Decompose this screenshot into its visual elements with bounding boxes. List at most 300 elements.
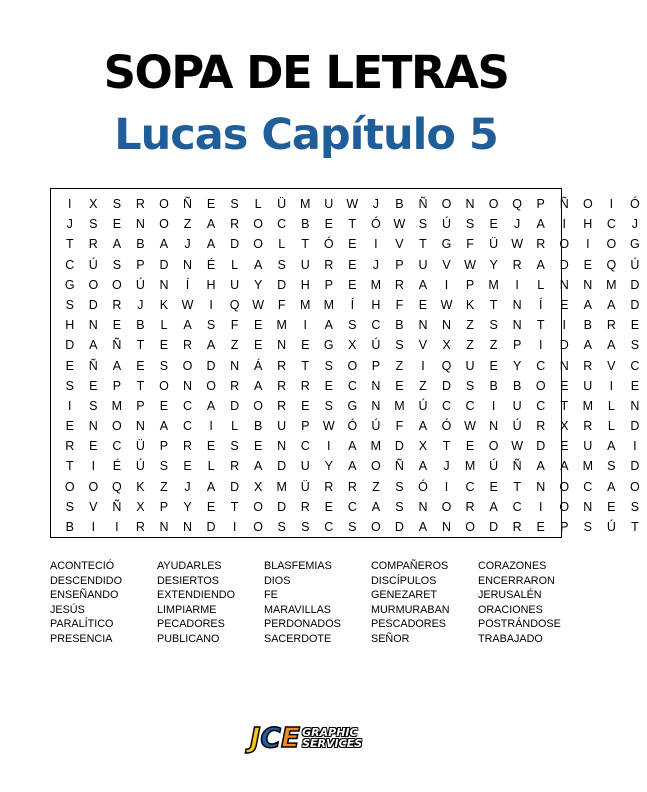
grid-cell: D xyxy=(88,297,98,312)
grid-cell: I xyxy=(444,277,449,292)
grid-cell: U xyxy=(583,378,593,393)
grid-cell: A xyxy=(89,338,98,353)
grid-cell: C xyxy=(300,439,310,454)
grid-cell: P xyxy=(159,439,169,454)
grid-cell: D xyxy=(277,459,287,474)
grid-cell: S xyxy=(65,378,74,393)
grid-cell: C xyxy=(630,358,640,373)
grid-cell: J xyxy=(66,217,73,232)
grid-cell: Í xyxy=(185,277,190,292)
grid-cell: Ñ xyxy=(182,197,193,211)
grid-cell: V xyxy=(418,338,428,353)
grid-cell: E xyxy=(253,318,263,333)
grid-cell: S xyxy=(159,358,169,373)
grid-cell: O xyxy=(88,479,99,494)
logo-text xyxy=(302,727,362,749)
grid-cell: I xyxy=(444,479,449,494)
grid-cell: Ú xyxy=(88,257,98,272)
grid-cell: S xyxy=(206,318,216,333)
grid-cell: V xyxy=(395,237,404,252)
grid-cell: N xyxy=(559,277,569,292)
grid-cell: A xyxy=(418,419,428,434)
grid-cell: I xyxy=(327,439,331,454)
grid-cell: N xyxy=(230,358,240,373)
grid-cell: I xyxy=(421,358,425,373)
grid-cell: G xyxy=(441,237,452,252)
grid-cell: D xyxy=(65,338,75,353)
grid-cell: U xyxy=(324,197,334,211)
grid-cell: A xyxy=(206,398,216,413)
word-list-item: MURMURABAN xyxy=(371,603,450,616)
grid-cell: E xyxy=(630,318,640,333)
grid-cell: R xyxy=(583,358,593,373)
grid-row xyxy=(58,497,647,517)
grid-cell: O xyxy=(159,217,169,232)
grid-cell: C xyxy=(465,398,475,413)
grid-cell: W xyxy=(464,419,476,434)
word-list-item: SACERDOTE xyxy=(264,632,332,645)
grid-cell: E xyxy=(348,237,357,252)
word-list-item: COMPAÑEROS xyxy=(371,560,449,572)
grid-cell: I xyxy=(538,338,543,353)
grid-cell: F xyxy=(466,237,474,252)
grid-cell: C xyxy=(536,398,546,413)
grid-cell: U xyxy=(230,277,240,292)
grid-cell: S xyxy=(277,520,286,534)
word-list-item: ENCERRARON xyxy=(478,574,555,587)
grid-cell: H xyxy=(583,217,593,232)
grid-cell: O xyxy=(347,358,358,373)
grid-cell: E xyxy=(607,499,616,514)
grid-cell: W xyxy=(440,297,453,312)
grid-cell: C xyxy=(465,479,475,494)
grid-cell: M xyxy=(370,439,382,454)
grid-cell: X xyxy=(348,338,357,353)
grid-cell: Ó xyxy=(630,197,640,211)
logo-text-line-2: SERVICES xyxy=(302,737,363,750)
grid-cell: Ó xyxy=(441,419,452,434)
grid-cell: I xyxy=(303,318,307,333)
word-list-item: PECADORES xyxy=(157,618,225,631)
grid-cell: S xyxy=(395,338,404,353)
grid-cell: H xyxy=(371,297,381,312)
grid-cell: E xyxy=(301,398,310,413)
grid-cell: P xyxy=(136,398,145,413)
grid-cell: E xyxy=(253,338,263,353)
grid-cell: O xyxy=(112,419,122,434)
grid-cell: E xyxy=(465,439,475,454)
grid-cell: R xyxy=(230,459,240,474)
word-list-item: PUBLICANO xyxy=(157,632,220,645)
grid-cell: O xyxy=(159,378,169,393)
grid-cell: S xyxy=(348,318,357,333)
word-list-item: ENSEÑANDO xyxy=(50,589,119,602)
word-list-item: MARAVILLAS xyxy=(264,603,332,616)
grid-cell: R xyxy=(277,378,287,393)
grid-cell: M xyxy=(582,459,594,474)
grid-cell: C xyxy=(277,217,287,232)
grid-cell: E xyxy=(489,358,498,373)
grid-cell: R xyxy=(65,439,75,454)
grid-cell: L xyxy=(207,459,215,474)
grid-cell: D xyxy=(630,297,640,312)
grid-cell: I xyxy=(633,439,637,454)
grid-cell: S xyxy=(465,217,475,232)
grid-cell: X xyxy=(442,338,451,353)
grid-cell: B xyxy=(583,318,592,333)
grid-cell: E xyxy=(324,217,333,232)
grid-cell: R xyxy=(277,398,287,413)
grid-cell: O xyxy=(64,479,75,494)
grid-cell: T xyxy=(136,338,145,353)
grid-cell: P xyxy=(395,257,404,272)
grid-cell: S xyxy=(395,479,404,494)
grid-cell: N xyxy=(418,318,428,333)
grid-cell: T xyxy=(230,499,239,514)
grid-cell: A xyxy=(371,499,381,514)
grid-cell: Ü xyxy=(489,237,499,252)
grid-cell: O xyxy=(88,277,99,292)
grid-cell: O xyxy=(488,197,499,211)
grid-cell: O xyxy=(559,479,570,494)
grid-cell: S xyxy=(465,378,475,393)
grid-cell: N xyxy=(135,419,145,434)
grid-cell: V xyxy=(607,358,616,373)
grid-cell: F xyxy=(230,318,239,333)
grid-cell: D xyxy=(394,439,404,454)
grid-cell: A xyxy=(607,297,616,312)
grid-cell: R xyxy=(394,277,404,292)
grid-cell: A xyxy=(348,459,357,474)
grid-cell: V xyxy=(442,257,451,272)
grid-cell: Q xyxy=(441,358,452,373)
grid-cell: R xyxy=(300,378,310,393)
grid-cell: N xyxy=(418,499,428,514)
grid-cell: O xyxy=(253,520,264,534)
grid-cell: W xyxy=(181,297,194,312)
grid-cell: C xyxy=(112,439,122,454)
grid-cell: A xyxy=(253,459,263,474)
grid-cell: T xyxy=(65,459,74,474)
grid-cell: A xyxy=(324,318,333,333)
grid-cell: O xyxy=(559,499,570,514)
grid-cell: G xyxy=(630,237,640,252)
grid-cell: K xyxy=(465,297,475,312)
grid-cell: O xyxy=(182,358,193,373)
word-list-item: JERUSALÉN xyxy=(478,589,542,602)
grid-cell: B xyxy=(136,237,145,252)
word-list-item: DESIERTOS xyxy=(157,574,220,587)
grid-cell: E xyxy=(112,318,122,333)
grid-cell: M xyxy=(606,277,617,292)
grid-cell: U xyxy=(300,257,310,272)
jce-logo-mark xyxy=(250,723,300,753)
grid-cell: R xyxy=(512,257,522,272)
grid-cell: N xyxy=(159,520,169,534)
grid-row xyxy=(58,396,647,416)
word-list-item: ORACIONES xyxy=(478,603,543,616)
grid-cell: J xyxy=(443,459,450,474)
grid-cell: S xyxy=(301,520,310,534)
word-search-grid xyxy=(50,188,640,538)
grid-cell: Ü xyxy=(300,479,310,494)
grid-cell: Y xyxy=(489,257,498,272)
grid-row xyxy=(58,214,647,234)
grid-cell: Ü xyxy=(135,439,145,454)
grid-cell: I xyxy=(91,520,96,534)
grid-cell: E xyxy=(560,439,569,454)
grid-cell: V xyxy=(89,499,98,514)
grid-cell: F xyxy=(395,297,404,312)
grid-cell: U xyxy=(465,358,475,373)
grid-cell: A xyxy=(418,459,428,474)
grid-cell: É xyxy=(206,257,216,272)
grid-cell: I xyxy=(68,197,72,211)
grid-cell: S xyxy=(277,257,286,272)
grid-cell: M xyxy=(276,479,287,494)
grid-cell: E xyxy=(206,499,216,514)
grid-cell: A xyxy=(206,479,216,494)
word-list-item: BLASFEMIAS xyxy=(264,560,332,572)
grid-cell: A xyxy=(206,237,216,252)
grid-cell: Ñ xyxy=(418,197,428,211)
grid-cell: A xyxy=(206,217,216,232)
grid-cell: S xyxy=(630,338,640,353)
grid-cell: W xyxy=(393,217,406,232)
grid-cell: C xyxy=(182,398,193,413)
grid-cell: S xyxy=(324,358,333,373)
grid-cell: I xyxy=(538,499,543,514)
grid-cell: S xyxy=(630,499,640,514)
grid-cell: P xyxy=(371,358,381,373)
grid-cell: S xyxy=(112,257,122,272)
grid-cell: N xyxy=(182,378,193,393)
logo-letter: E xyxy=(280,721,301,754)
grid-cell: B xyxy=(395,197,404,211)
letter-grid xyxy=(58,194,647,537)
grid-cell: D xyxy=(630,459,640,474)
grid-cell: I xyxy=(586,237,590,252)
grid-cell: Ú xyxy=(512,419,522,434)
grid-cell: P xyxy=(112,378,122,393)
grid-cell: E xyxy=(301,338,310,353)
grid-cell: I xyxy=(609,197,614,211)
word-list-item: AYUDARLES xyxy=(157,560,222,572)
grid-cell: S xyxy=(489,318,498,333)
grid-cell: M xyxy=(300,197,311,211)
grid-cell: O xyxy=(253,499,264,514)
grid-row xyxy=(58,335,647,355)
grid-cell: U xyxy=(300,459,310,474)
grid-cell: W xyxy=(464,257,476,272)
grid-cell: T xyxy=(442,439,451,454)
grid-cell: M xyxy=(464,459,476,474)
grid-cell: H xyxy=(206,277,216,292)
grid-cell: N xyxy=(159,277,169,292)
grid-cell: D xyxy=(206,358,216,373)
grid-row xyxy=(58,295,647,315)
grid-cell: C xyxy=(583,479,593,494)
grid-cell: E xyxy=(324,378,333,393)
grid-cell: L xyxy=(231,257,239,272)
grid-cell: D xyxy=(159,257,169,272)
grid-cell: A xyxy=(206,338,216,353)
grid-row xyxy=(58,416,647,436)
grid-cell: M xyxy=(111,398,123,413)
grid-cell: O xyxy=(559,237,570,252)
grid-cell: O xyxy=(253,217,264,232)
grid-cell: R xyxy=(536,237,546,252)
grid-cell: A xyxy=(159,237,169,252)
word-list-item: PERDONADOS xyxy=(264,618,341,631)
grid-cell: T xyxy=(301,237,310,252)
grid-cell: I xyxy=(209,419,213,434)
grid-cell: I xyxy=(562,318,566,333)
grid-cell: D xyxy=(489,520,499,534)
grid-cell: N xyxy=(88,318,98,333)
grid-cell: Ú xyxy=(442,217,452,232)
grid-cell: P xyxy=(512,338,522,353)
grid-cell: A xyxy=(560,459,569,474)
grid-cell: E xyxy=(253,439,263,454)
grid-cell: N xyxy=(630,398,640,413)
grid-cell: N xyxy=(277,338,287,353)
grid-cell: D xyxy=(630,277,640,292)
grid-cell: A xyxy=(536,257,545,272)
grid-cell: P xyxy=(560,520,569,534)
grid-cell: C xyxy=(442,398,452,413)
grid-cell: Ñ xyxy=(112,338,122,353)
grid-cell: O xyxy=(371,459,381,474)
grid-row xyxy=(58,356,647,376)
word-list-item: POSTRÁNDOSE xyxy=(478,618,561,631)
grid-cell: E xyxy=(560,378,569,393)
grid-cell: B xyxy=(301,217,310,232)
grid-cell: J xyxy=(184,479,191,494)
grid-cell: J xyxy=(372,197,379,211)
grid-cell: M xyxy=(394,398,405,413)
grid-cell: A xyxy=(583,297,592,312)
grid-cell: R xyxy=(606,318,616,333)
grid-cell: Ú xyxy=(630,257,640,272)
grid-cell: Z xyxy=(395,358,404,373)
grid-cell: S xyxy=(607,459,616,474)
grid-cell: E xyxy=(348,257,357,272)
word-list-item: PESCADORES xyxy=(371,618,446,631)
grid-cell: P xyxy=(136,257,145,272)
grid-cell: A xyxy=(607,338,616,353)
grid-cell: C xyxy=(347,378,357,393)
page-title: SOPA DE LETRAS xyxy=(103,46,509,99)
grid-cell: Y xyxy=(324,459,333,474)
grid-cell: Ú xyxy=(371,338,381,353)
grid-cell: A xyxy=(583,338,592,353)
grid-cell: N xyxy=(442,520,452,534)
grid-cell: O xyxy=(465,520,475,534)
grid-cell: T xyxy=(301,358,310,373)
grid-cell: Z xyxy=(372,479,380,494)
grid-cell: C xyxy=(324,520,334,534)
grid-cell: B xyxy=(395,318,404,333)
grid-cell: R xyxy=(182,439,193,454)
grid-cell: L xyxy=(278,237,286,252)
grid-cell: D xyxy=(230,398,240,413)
grid-cell: R xyxy=(300,499,310,514)
grid-row xyxy=(58,456,647,476)
grid-cell: I xyxy=(515,277,519,292)
grid-cell: U xyxy=(512,398,522,413)
grid-cell: Ú xyxy=(489,459,499,474)
grid-row xyxy=(58,234,647,254)
word-list-item: EXTENDIENDO xyxy=(157,589,235,602)
grid-cell: C xyxy=(65,257,75,272)
grid-cell: Á xyxy=(253,358,263,373)
grid-cell: X xyxy=(253,479,263,494)
grid-cell: T xyxy=(513,479,521,494)
grid-cell: S xyxy=(348,520,357,534)
logo-letter: C xyxy=(260,721,281,754)
grid-cell: E xyxy=(489,479,498,494)
grid-cell: R xyxy=(135,197,145,211)
grid-cell: B xyxy=(65,520,74,534)
grid-cell: A xyxy=(418,277,428,292)
grid-cell: N xyxy=(512,318,522,333)
grid-cell: X xyxy=(418,439,428,454)
grid-cell: R xyxy=(277,358,287,373)
word-list-item: FE xyxy=(264,589,278,602)
grid-cell: D xyxy=(394,520,404,534)
word-list-column xyxy=(264,559,371,647)
grid-cell: P xyxy=(159,499,169,514)
grid-cell: Z xyxy=(160,479,168,494)
grid-cell: Ú xyxy=(371,419,381,434)
grid-cell: T xyxy=(65,237,74,252)
grid-cell: G xyxy=(323,338,334,353)
grid-cell: I xyxy=(562,217,566,232)
grid-cell: N xyxy=(489,419,499,434)
grid-row xyxy=(58,436,647,456)
grid-cell: H xyxy=(65,318,75,333)
grid-cell: Z xyxy=(230,338,239,353)
grid-cell: K xyxy=(159,297,169,312)
grid-cell: E xyxy=(630,378,640,393)
grid-cell: A xyxy=(112,358,122,373)
word-list-item: DISCÍPULOS xyxy=(371,574,437,587)
grid-cell: E xyxy=(183,459,192,474)
grid-cell: F xyxy=(277,297,286,312)
grid-cell: U xyxy=(277,419,287,434)
grid-cell: X xyxy=(89,197,98,211)
grid-cell: Í xyxy=(538,297,543,312)
grid-cell: I xyxy=(68,398,72,413)
grid-cell: D xyxy=(442,378,452,393)
grid-cell: S xyxy=(89,217,98,232)
grid-cell: E xyxy=(560,297,569,312)
grid-cell: E xyxy=(348,277,357,292)
grid-cell: M xyxy=(323,297,334,312)
grid-cell: Ó xyxy=(323,237,334,252)
grid-cell: O xyxy=(441,499,452,514)
word-list-item: PRESENCIA xyxy=(50,632,113,645)
grid-cell: T xyxy=(489,297,498,312)
grid-cell: C xyxy=(512,499,522,514)
grid-row xyxy=(58,517,647,537)
grid-cell: N xyxy=(371,378,381,393)
grid-cell: C xyxy=(536,358,546,373)
grid-cell: T xyxy=(631,520,639,534)
grid-cell: T xyxy=(536,318,545,333)
logo-text-line-1: GRAPHIC xyxy=(302,726,358,739)
